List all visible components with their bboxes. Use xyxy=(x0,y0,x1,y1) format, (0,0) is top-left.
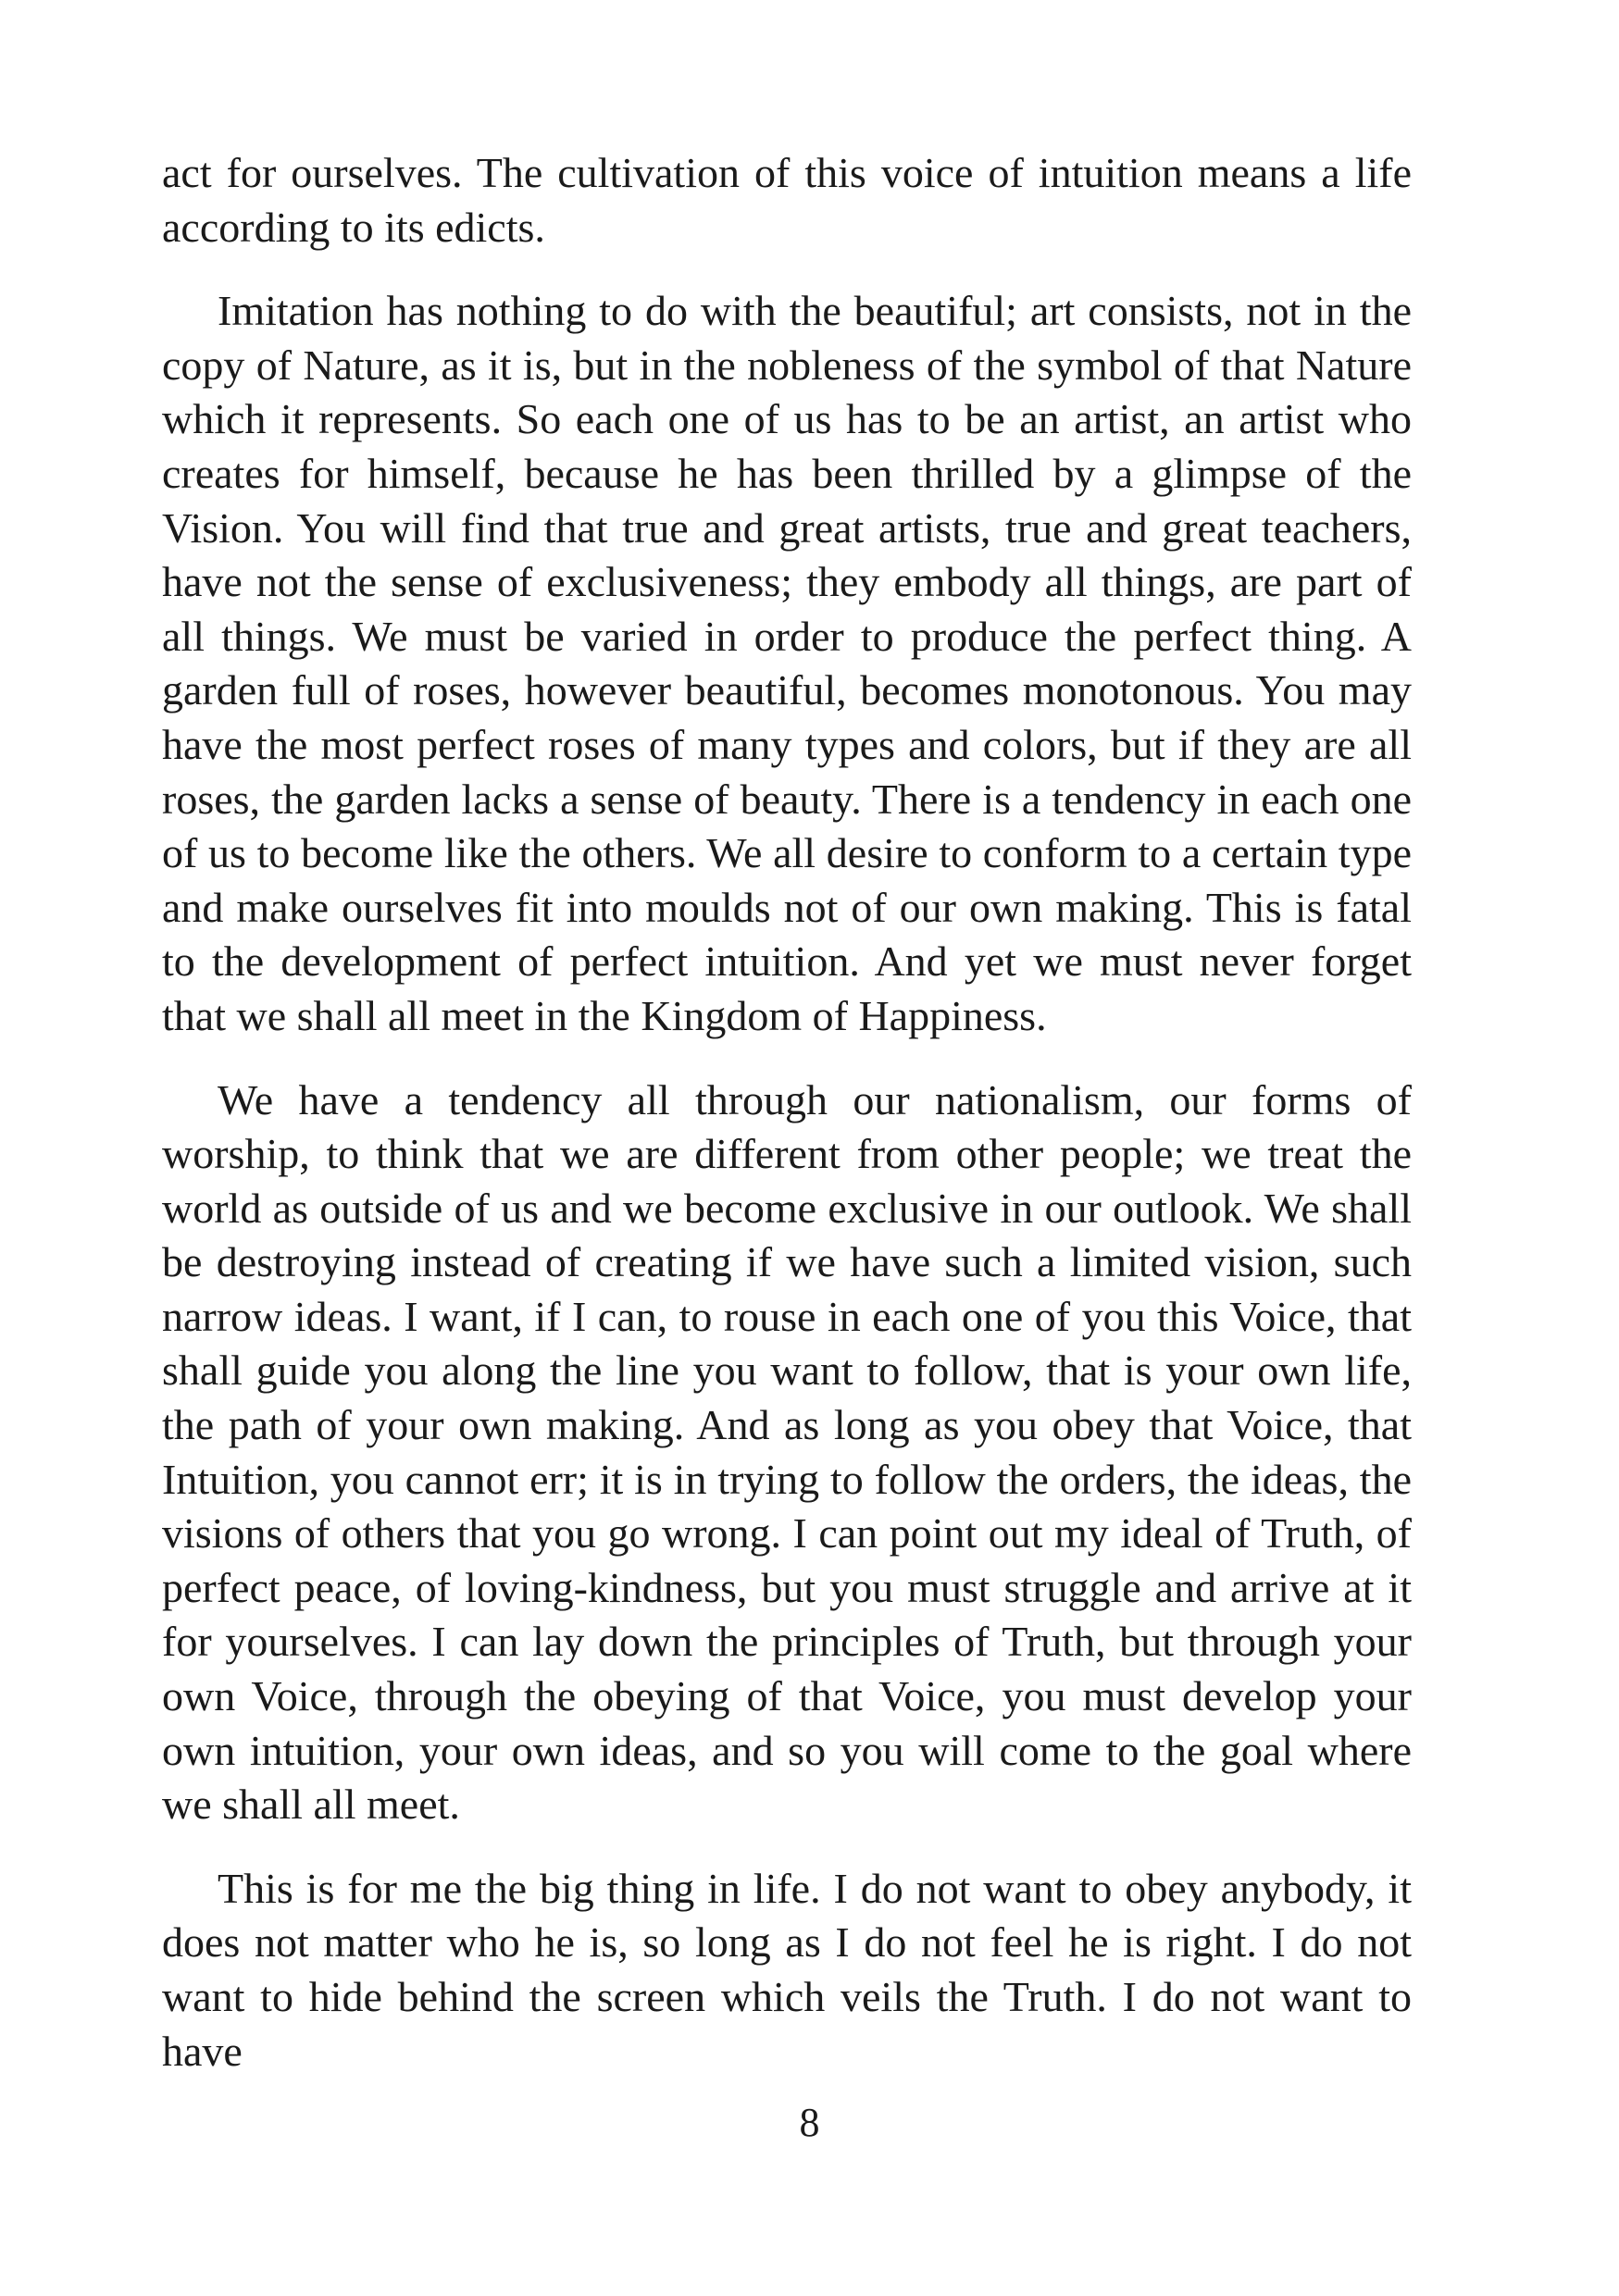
paragraph-continuation: act for ourselves. The cultivation of this voice of intuition means a life according to its edicts. xyxy=(162,149,1412,251)
paragraph-imitation: Imitation has nothing to do with the beautiful; art consists, not in the copy of Nature, as it is, but in the nobleness of the symbol of that Nature which it represents. So each one of us has to be an artist, an artist who creates for himself, because he has been thrilled by a glimpse of the Vision. You will find that true and great artists, true and great teachers, have not the sense of exclusiveness; they embody all things, are part of all things. We must be varied in order to produce the perfect thing. A garden full of roses, however beautiful, becomes monotonous. You may have the most perfect roses of many types and colors, but if they are all roses, the garden lacks a sense of beauty. There is a tendency in each one of us to become like the others. We all desire to conform to a certain type and make ourselves fit into moulds not of our own making. This is fatal to the development of perfect intuition. And yet we must never forget that we shall all meet in the Kingdom of Happiness. xyxy=(162,287,1412,1039)
paragraph-big-thing: This is for me the big thing in life. I do not want to obey anybody, it does not matter who he is, so long as I do not feel he is right. I do not want to hide behind the screen which veils the Truth. I do not want to have xyxy=(162,1864,1412,2075)
page-number: 8 xyxy=(799,2100,820,2145)
paragraph-nationalism: We have a tendency all through our nationalism, our forms of worship, to think that we are different from other people; we treat the world as outside of us and we become exclusive in our outlook. We shall be destroying instead of creating if we have such a limited vision, such narrow ideas. I want, if I can, to rouse in each one of you this Voice, that shall guide you along the line you want to follow, that is your own life, the path of your own making. And as long as you obey that Voice, that Intuition, you cannot err; it is in trying to follow the orders, the ideas, the visions of others that you go wrong. I can point out my ideal of Truth, of perfect peace, of loving-kindness, but you must struggle and arrive at it for yourselves. I can lay down the principles of Truth, but through your own Voice, through the obeying of that Voice, you must develop your own intuition, your own ideas, and so you will come to the goal where we shall all meet. xyxy=(162,1075,1412,1829)
body-text xyxy=(162,146,1412,2108)
